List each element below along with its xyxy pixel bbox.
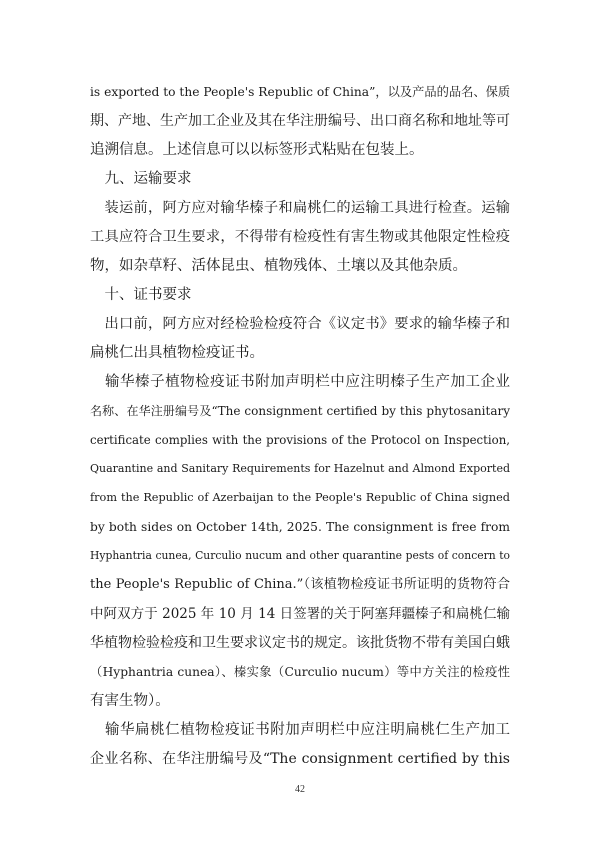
body-text-line: 工具应符合卫生要求，不得带有检疫性有害生物或其他限定性检疫 bbox=[90, 229, 510, 245]
body-text-line: 物，如杂草籽、活体昆虫、植物残体、土壤以及其他杂质。 bbox=[90, 258, 467, 274]
body-text-line: Quarantine and Sanitary Requirements for Hazelnut and Almond Exported bbox=[90, 462, 510, 475]
body-text-line: from the Republic of Azerbaijan to the People's Republic of China signed bbox=[90, 491, 510, 504]
body-text-line: 企业名称、在华注册编号及“The consignment certified by this bbox=[90, 751, 510, 767]
body-text-line: by both sides on October 14th, 2025. The consignment is free from bbox=[90, 520, 510, 534]
page-number: 42 bbox=[295, 784, 305, 795]
body-text-line: 扁桃仁出具植物检疫证书。 bbox=[90, 345, 264, 361]
body-text-line: 有害生物）。 bbox=[90, 693, 170, 709]
body-text-line: is exported to the People's Republic of China”，以及产品的品名、保质 bbox=[90, 85, 510, 99]
body-text-line: 中阿双方于 2025 年 10 月 14 日签署的关于阿塞拜疆榛子和扁桃仁输 bbox=[90, 606, 510, 622]
body-text-line: Hyphantria cunea, Curculio nucum and other quarantine pests of concern to bbox=[90, 549, 510, 562]
body-text-line: the People's Republic of China.”（该植物检疫证书所证明的货物符合 bbox=[90, 577, 510, 592]
section-heading: 十、证书要求 bbox=[90, 287, 192, 303]
body-text-line: 华植物检验检疫和卫生要求议定书的规定。该批货物不带有美国白蛾 bbox=[90, 635, 510, 651]
body-text-line: 装运前，阿方应对输华榛子和扁桃仁的运输工具进行检查。运输 bbox=[90, 200, 510, 216]
body-text-line: 期、产地、生产加工企业及其在华注册编号、出口商名称和地址等可 bbox=[90, 113, 510, 129]
body-text-line: 名称、在华注册编号及“The consignment certified by this phytosanitary bbox=[90, 404, 510, 418]
body-text-line: （Hyphantria cunea）、榛实象（Curculio nucum）等中方关注的检疫性 bbox=[90, 665, 510, 679]
body-text-line: 输华榛子植物检疫证书附加声明栏中应注明榛子生产加工企业 bbox=[90, 374, 510, 390]
body-text-line: 输华扁桃仁植物检疫证书附加声明栏中应注明扁桃仁生产加工 bbox=[90, 722, 510, 738]
body-text-line: 追溯信息。上述信息可以以标签形式粘贴在包装上。 bbox=[90, 142, 424, 158]
body-text-line: certificate complies with the provisions of the Protocol on Inspection, bbox=[90, 433, 510, 447]
body-text-line: 出口前，阿方应对经检验检疫符合《议定书》要求的输华榛子和 bbox=[90, 316, 510, 332]
section-heading: 九、运输要求 bbox=[90, 171, 192, 187]
